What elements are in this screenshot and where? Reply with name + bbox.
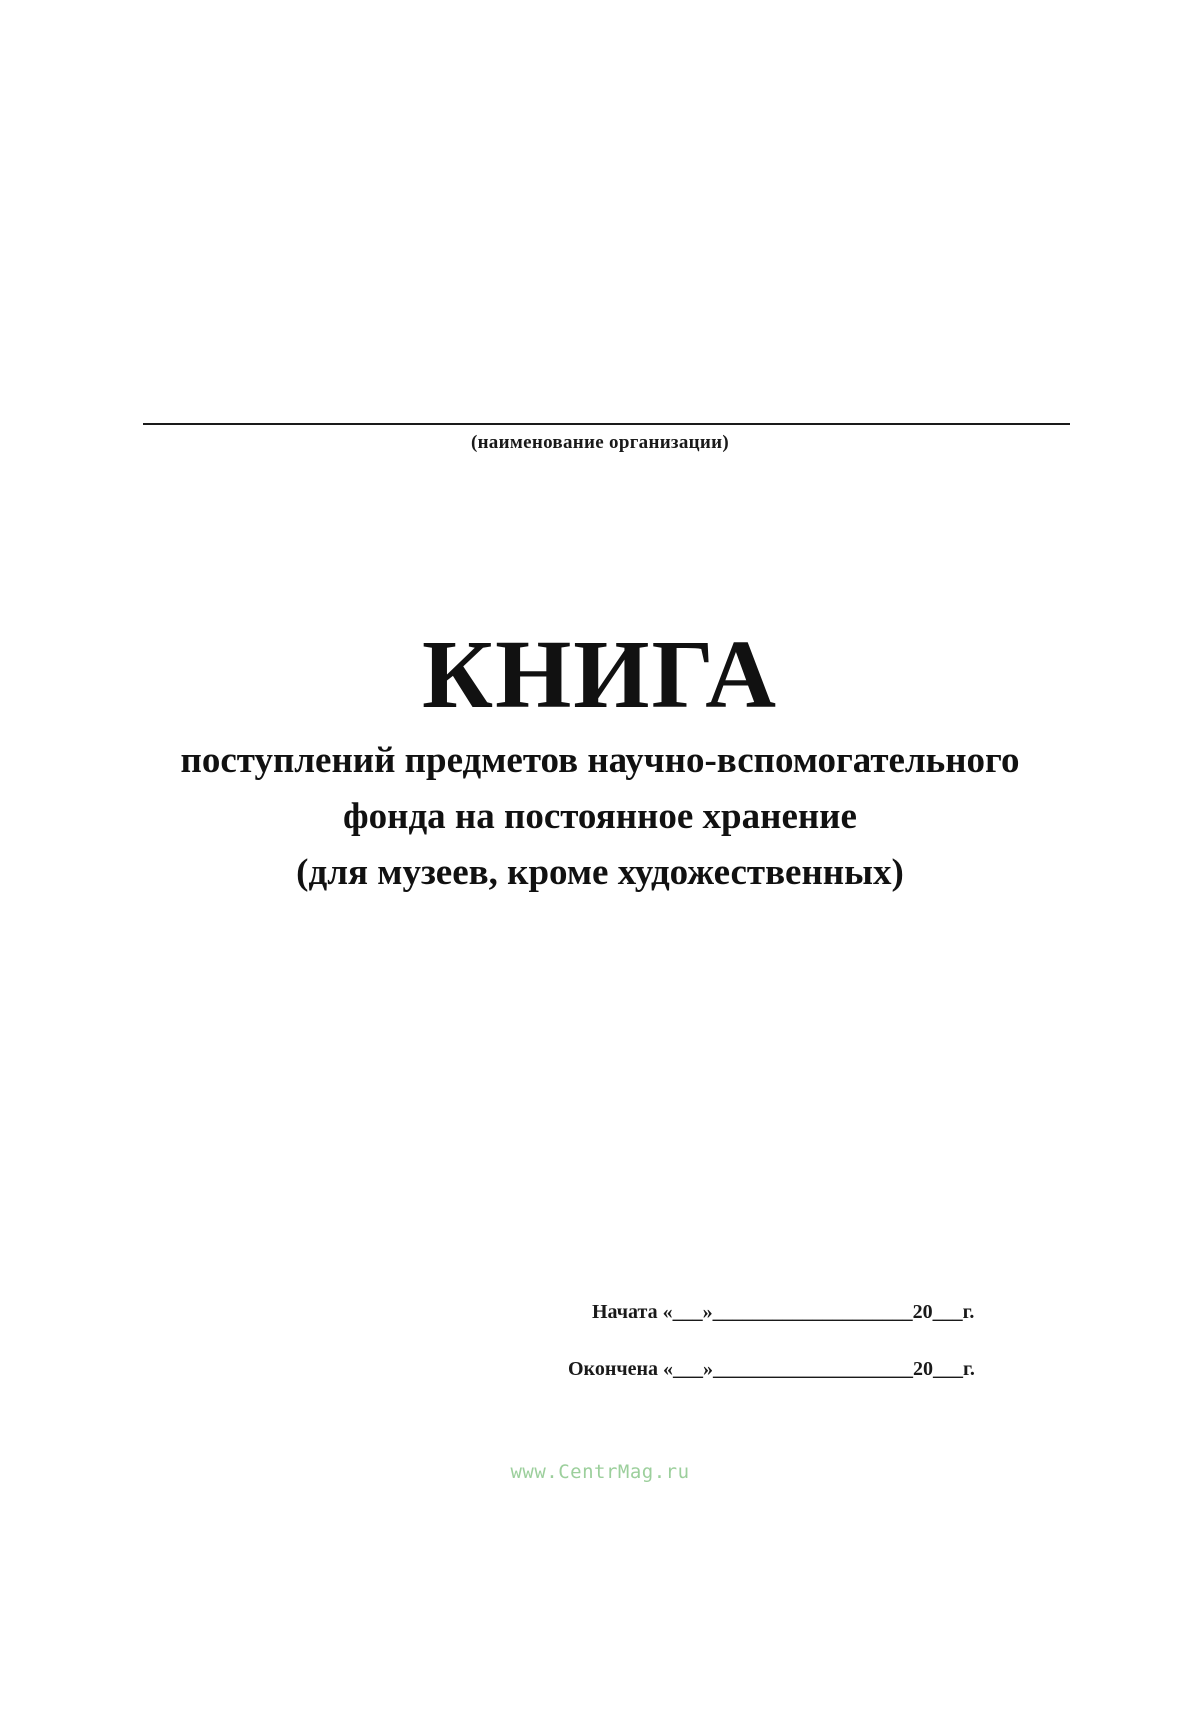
subtitle-line-1: поступлений предметов научно-вспомогательного [180, 740, 1020, 781]
watermark: www.CentrMag.ru [510, 1461, 690, 1483]
start-date-field: Начата «___»____________________20___г. [592, 1301, 975, 1323]
document-title: КНИГА [422, 621, 778, 729]
organization-caption: (наименование организации) [470, 432, 730, 453]
document-subtitle [0, 733, 1200, 901]
subtitle-line-2: фонда на постоянное хранение [343, 796, 857, 837]
organization-name-line [143, 423, 1070, 425]
end-date-field: Окончена «___»____________________20___г. [568, 1358, 975, 1380]
subtitle-line-3: (для музеев, кроме художественных) [296, 852, 904, 893]
